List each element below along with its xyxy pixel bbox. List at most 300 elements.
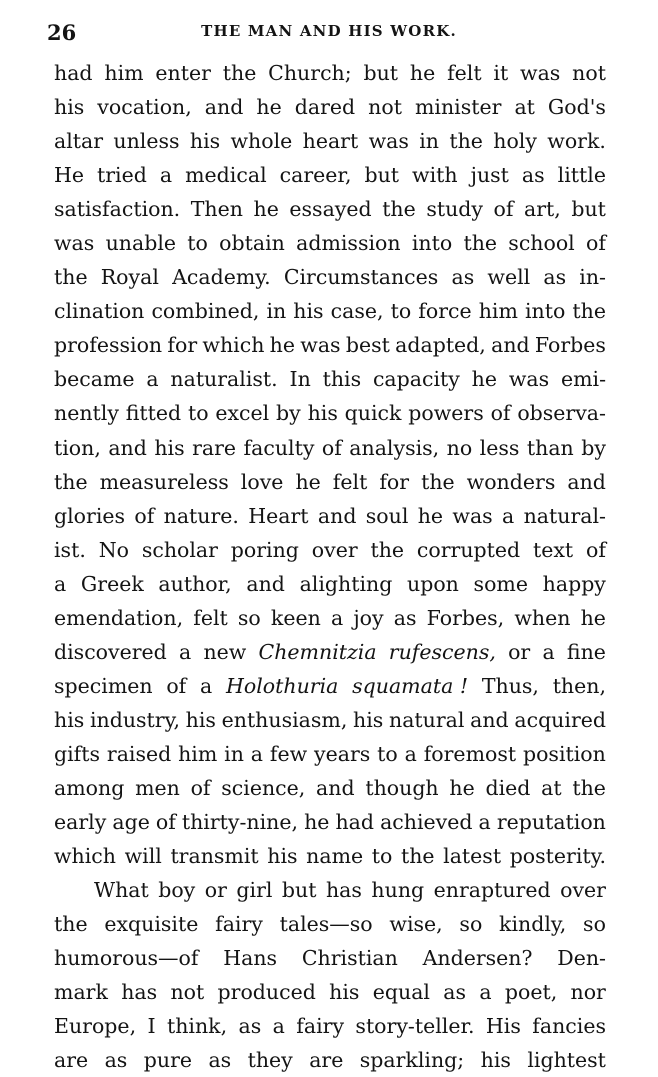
- word: among: [54, 775, 125, 800]
- text-line: [54, 465, 606, 499]
- word: for: [167, 333, 198, 358]
- text-line: [54, 669, 606, 703]
- word: as: [443, 980, 467, 1005]
- word: into: [411, 231, 453, 256]
- word: mark: [54, 980, 108, 1005]
- word: his: [185, 707, 216, 732]
- word: exquisite: [104, 912, 199, 937]
- word: industry,: [89, 707, 180, 732]
- word: posterity.: [509, 844, 607, 869]
- word: faculty: [243, 435, 315, 460]
- word: his: [267, 844, 298, 869]
- word: to: [187, 231, 208, 256]
- word: his: [54, 707, 85, 732]
- word: Andersen?: [422, 946, 533, 971]
- word: God's: [547, 95, 606, 120]
- word: for: [379, 469, 410, 494]
- word: work.: [547, 129, 606, 154]
- word: the: [400, 844, 435, 869]
- word: holy: [493, 129, 537, 154]
- word: ist.: [54, 537, 86, 562]
- word: in: [266, 299, 287, 324]
- word: the: [54, 469, 88, 494]
- word: wonders: [466, 469, 556, 494]
- word: powers: [408, 401, 484, 426]
- text-line: [54, 90, 606, 124]
- text-line: [54, 192, 606, 226]
- word: men: [135, 775, 180, 800]
- word: a: [478, 810, 491, 835]
- word: I: [147, 1014, 156, 1039]
- word: a: [404, 741, 417, 766]
- word: capacity: [372, 367, 460, 392]
- word: of: [490, 401, 511, 426]
- word: few: [269, 741, 308, 766]
- word: was: [54, 231, 95, 256]
- italic-word: squamata !: [352, 673, 469, 698]
- word: his: [329, 980, 360, 1005]
- word: as: [393, 605, 417, 630]
- word: a: [54, 571, 67, 596]
- word: the: [572, 299, 606, 324]
- word: satisfaction.: [54, 197, 181, 222]
- word: gifts: [54, 741, 101, 766]
- word: are: [309, 1048, 344, 1073]
- word: and: [204, 95, 244, 120]
- word: text: [533, 537, 574, 562]
- word: and: [108, 435, 147, 460]
- word: achieved: [380, 810, 473, 835]
- word: but: [281, 878, 317, 903]
- word: was: [508, 367, 550, 392]
- word: years: [314, 741, 371, 766]
- word: His: [485, 1014, 521, 1039]
- word: think,: [166, 1014, 228, 1039]
- word: boy: [158, 878, 196, 903]
- word: and: [470, 707, 509, 732]
- word: excel: [215, 401, 270, 426]
- word: him: [178, 741, 218, 766]
- word: at: [541, 775, 562, 800]
- text-line: [54, 226, 606, 260]
- word: in-: [579, 265, 606, 290]
- word: of: [321, 435, 342, 460]
- word: pure: [143, 1048, 193, 1073]
- word: than: [526, 435, 574, 460]
- text-line: [54, 839, 606, 873]
- text-line: [54, 907, 606, 941]
- word: had: [54, 61, 93, 85]
- word: the: [222, 61, 257, 85]
- word: he: [253, 197, 279, 222]
- word: in: [224, 741, 244, 766]
- word: Heart: [248, 503, 309, 528]
- word: so: [583, 912, 606, 937]
- word: a: [272, 1014, 285, 1039]
- word: his: [353, 707, 384, 732]
- word: and: [567, 469, 606, 494]
- text-line: [54, 771, 606, 805]
- word: tion,: [54, 435, 101, 460]
- word: but: [363, 61, 399, 85]
- word: him: [478, 299, 518, 324]
- word: was: [300, 333, 341, 358]
- word: felt: [193, 605, 228, 630]
- word: and: [246, 571, 285, 596]
- word: was: [452, 503, 493, 528]
- word: enter: [155, 61, 211, 85]
- word: kindly,: [499, 912, 567, 937]
- word: hung: [371, 878, 425, 903]
- word: altar: [54, 129, 104, 154]
- italic-word: Chemnitzia: [258, 639, 377, 664]
- word: he: [295, 469, 321, 494]
- word: clination: [54, 299, 145, 324]
- word: career,: [279, 163, 352, 188]
- word: and: [491, 333, 530, 358]
- running-title: THE MAN AND HIS WORK.: [201, 22, 457, 40]
- word: no: [446, 435, 473, 460]
- word: of: [586, 537, 606, 562]
- word: foremost: [423, 741, 517, 766]
- word: Hans: [223, 946, 278, 971]
- word: corrupted: [416, 537, 521, 562]
- word: wise,: [389, 912, 443, 937]
- word: obtain: [219, 231, 285, 256]
- body-text: [54, 56, 606, 1077]
- text-line: [54, 805, 606, 839]
- word: some: [473, 571, 528, 596]
- word: unless: [113, 129, 180, 154]
- word: are: [54, 1048, 89, 1073]
- word: he: [256, 95, 282, 120]
- word: admission: [296, 231, 401, 256]
- word: fairy: [215, 912, 263, 937]
- word: a: [502, 503, 515, 528]
- text-line: [54, 1009, 606, 1043]
- word: at: [514, 95, 535, 120]
- word: as: [238, 1014, 262, 1039]
- word: he: [269, 333, 296, 358]
- word: as: [104, 1048, 128, 1073]
- word: as: [521, 163, 545, 188]
- word: study: [426, 197, 483, 222]
- word: but: [364, 163, 400, 188]
- word: Then: [190, 197, 243, 222]
- word: his: [189, 129, 221, 154]
- word: of: [493, 197, 514, 222]
- word: of: [155, 810, 176, 835]
- word: a: [200, 673, 213, 698]
- text-line: [54, 396, 606, 430]
- word: the: [370, 537, 405, 562]
- text-line: [54, 260, 606, 294]
- text-line: [54, 635, 606, 669]
- text-line: [54, 975, 606, 1009]
- word: which: [54, 844, 116, 869]
- word: force: [418, 299, 472, 324]
- word: was: [520, 61, 561, 85]
- word: died: [485, 775, 531, 800]
- word: as: [543, 265, 567, 290]
- word: raised: [106, 741, 172, 766]
- word: this: [322, 367, 362, 392]
- text-line: [54, 328, 606, 362]
- word: specimen: [54, 673, 153, 698]
- word: little: [557, 163, 606, 188]
- word: the: [54, 912, 88, 937]
- text-line: [54, 1043, 606, 1077]
- word: into: [524, 299, 566, 324]
- word: measureless: [99, 469, 229, 494]
- word: Circumstances: [283, 265, 439, 290]
- word: unable: [105, 231, 177, 256]
- word: by: [276, 401, 301, 426]
- word: his: [54, 95, 85, 120]
- word: humorous—of: [54, 946, 199, 971]
- word: with: [412, 163, 458, 188]
- word: to: [187, 401, 209, 426]
- word: soul: [365, 503, 409, 528]
- word: story-teller.: [355, 1014, 475, 1039]
- italic-word: rufescens,: [388, 639, 496, 664]
- word: to: [377, 741, 398, 766]
- word: essayed: [289, 197, 372, 222]
- text-line: [54, 601, 606, 635]
- text-line: [54, 941, 606, 975]
- word: his: [154, 435, 185, 460]
- word: tales—so: [279, 912, 373, 937]
- word: he: [304, 810, 330, 835]
- text-line: [54, 294, 606, 328]
- word: as: [208, 1048, 232, 1073]
- word: but: [571, 197, 606, 222]
- word: case,: [330, 299, 384, 324]
- word: of: [166, 673, 187, 698]
- word: scholar: [141, 537, 218, 562]
- word: fairy: [296, 1014, 345, 1039]
- page-number: 26: [47, 20, 77, 45]
- word: it: [493, 61, 509, 85]
- word: profession: [54, 333, 163, 358]
- word: over: [560, 878, 606, 903]
- word: produced: [217, 980, 316, 1005]
- word: then,: [552, 673, 606, 698]
- text-line: [54, 499, 606, 533]
- word: Den-: [557, 946, 606, 971]
- word: he: [409, 61, 436, 85]
- word: lightest: [527, 1048, 606, 1073]
- word: early: [54, 810, 107, 835]
- text-line: [54, 431, 606, 465]
- word: over: [311, 537, 358, 562]
- word: girl: [236, 878, 273, 903]
- word: love: [240, 469, 284, 494]
- word: He: [54, 163, 85, 188]
- word: the: [463, 231, 498, 256]
- word: whole: [230, 129, 293, 154]
- word: sparkling;: [359, 1048, 465, 1073]
- word: enthusiasm,: [221, 707, 348, 732]
- word: Christian: [301, 946, 398, 971]
- word: glories: [54, 503, 126, 528]
- word: school: [508, 231, 575, 256]
- word: happy: [542, 571, 606, 596]
- word: his: [293, 299, 324, 324]
- word: in: [419, 129, 439, 154]
- word: of: [190, 775, 211, 800]
- word: name: [306, 844, 364, 869]
- word: alighting: [299, 571, 393, 596]
- word: had: [335, 810, 375, 835]
- word: joy: [353, 605, 384, 630]
- word: art,: [524, 197, 561, 222]
- word: natural: [389, 707, 465, 732]
- text-line: [54, 56, 606, 90]
- word: keen: [270, 605, 321, 630]
- word: equal: [372, 980, 430, 1005]
- word: No: [98, 537, 129, 562]
- word: fitted: [125, 401, 182, 426]
- word: the: [421, 469, 455, 494]
- word: became: [54, 367, 135, 392]
- word: a: [542, 639, 555, 664]
- word: him: [104, 61, 144, 85]
- text-line: [54, 124, 606, 158]
- word: nature.: [163, 503, 239, 528]
- word: natural-: [523, 503, 606, 528]
- word: he: [580, 605, 606, 630]
- word: not: [572, 61, 606, 85]
- word: author,: [158, 571, 232, 596]
- word: In: [289, 367, 311, 392]
- word: acquired: [514, 707, 606, 732]
- word: combined,: [151, 299, 260, 324]
- word: nor: [570, 980, 606, 1005]
- word: poring: [230, 537, 299, 562]
- word: or: [508, 639, 531, 664]
- text-line: [54, 158, 606, 192]
- word: Church;: [268, 61, 352, 85]
- word: when: [514, 605, 571, 630]
- word: Royal: [100, 265, 159, 290]
- text-line: [54, 737, 606, 771]
- word: not: [170, 980, 205, 1005]
- word: a: [330, 605, 344, 630]
- text-line: [54, 533, 606, 567]
- word: age: [112, 810, 150, 835]
- word: so: [459, 912, 483, 937]
- word: discovered: [54, 639, 167, 664]
- word: a: [159, 163, 173, 188]
- word: Forbes: [534, 333, 606, 358]
- text-line: [54, 873, 606, 907]
- word: so: [237, 605, 261, 630]
- word: a: [146, 367, 159, 392]
- text-line: [54, 703, 606, 737]
- word: Academy.: [172, 265, 271, 290]
- word: fine: [566, 639, 606, 664]
- word: not: [368, 95, 402, 120]
- word: nently: [54, 401, 119, 426]
- word: Europe,: [54, 1014, 137, 1039]
- word: adapted,: [395, 333, 486, 358]
- word: well: [487, 265, 531, 290]
- word: to: [390, 299, 412, 324]
- word: dared: [294, 95, 356, 120]
- word: felt: [332, 469, 368, 494]
- word: Forbes,: [426, 605, 505, 630]
- word: upon: [407, 571, 459, 596]
- word: reputation: [496, 810, 606, 835]
- word: felt: [447, 61, 482, 85]
- word: fancies: [532, 1014, 606, 1039]
- word: observa-: [517, 401, 606, 426]
- text-line: [54, 362, 606, 396]
- word: a: [179, 639, 192, 664]
- word: and: [317, 503, 357, 528]
- word: thirty-nine,: [181, 810, 299, 835]
- word: though: [365, 775, 439, 800]
- word: has: [325, 878, 362, 903]
- word: by: [581, 435, 606, 460]
- word: the: [54, 265, 88, 290]
- word: a: [250, 741, 264, 766]
- word: his: [480, 1048, 511, 1073]
- italic-word: Holothuria: [226, 673, 339, 698]
- word: position: [522, 741, 606, 766]
- word: What: [94, 878, 149, 903]
- word: or: [204, 878, 227, 903]
- word: which: [202, 333, 265, 358]
- word: new: [203, 639, 247, 664]
- word: quick: [344, 401, 402, 426]
- word: to: [371, 844, 393, 869]
- text-line: [54, 567, 606, 601]
- word: just: [470, 163, 509, 188]
- word: medical: [185, 163, 267, 188]
- word: they: [247, 1048, 293, 1073]
- word: and: [316, 775, 355, 800]
- word: he: [471, 367, 498, 392]
- word: vocation,: [97, 95, 192, 120]
- word: his: [307, 401, 338, 426]
- word: tried: [97, 163, 147, 188]
- word: of: [586, 231, 606, 256]
- word: naturalist.: [170, 367, 278, 392]
- word: as: [451, 265, 475, 290]
- word: emendation,: [54, 605, 184, 630]
- word: will: [124, 844, 162, 869]
- word: best: [345, 333, 390, 358]
- word: the: [449, 129, 483, 154]
- word: rare: [192, 435, 237, 460]
- word: poet,: [504, 980, 558, 1005]
- word: has: [121, 980, 158, 1005]
- word: transmit: [170, 844, 259, 869]
- word: science,: [221, 775, 306, 800]
- word: Greek: [80, 571, 144, 596]
- word: he: [449, 775, 475, 800]
- word: heart: [302, 129, 359, 154]
- word: less: [479, 435, 520, 460]
- word: latest: [443, 844, 502, 869]
- word: the: [382, 197, 416, 222]
- word: emi-: [560, 367, 606, 392]
- word: Thus,: [481, 673, 539, 698]
- word: was: [368, 129, 409, 154]
- word: analysis,: [349, 435, 440, 460]
